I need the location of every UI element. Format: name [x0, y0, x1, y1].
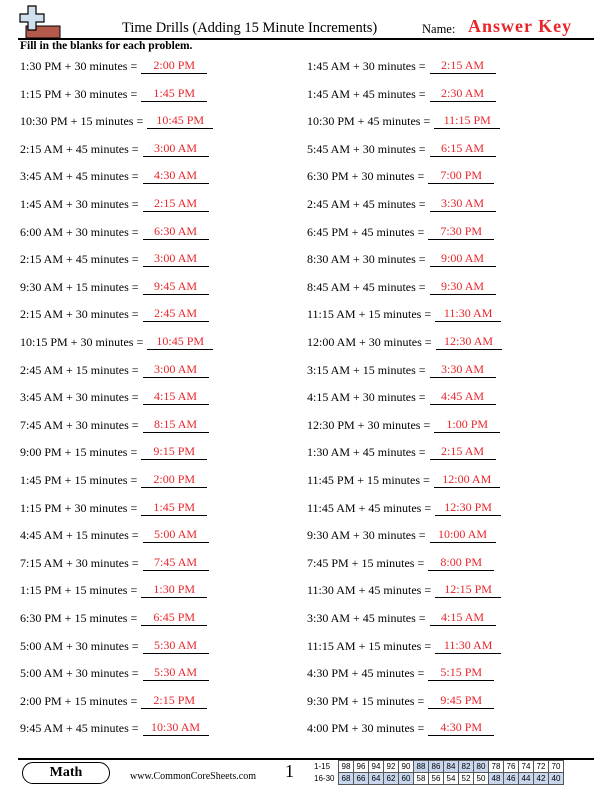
answer-blank[interactable]: 2:15 PM	[141, 693, 207, 709]
problem-row	[20, 334, 213, 350]
problem-row	[307, 472, 500, 488]
score-cell: 84	[444, 761, 459, 773]
answer-blank[interactable]: 4:45 AM	[430, 389, 496, 405]
score-cell: 96	[354, 761, 369, 773]
score-cell: 98	[339, 761, 354, 773]
problem-row	[20, 362, 209, 378]
problem-row	[20, 720, 209, 736]
answer-blank[interactable]: 10:45 PM	[147, 334, 213, 350]
score-cell: 66	[354, 773, 369, 785]
problem-question: 2:45 AM + 15 minutes =	[20, 362, 139, 377]
answer-blank[interactable]: 6:15 AM	[430, 141, 496, 157]
score-cell: 58	[414, 773, 429, 785]
problem-question: 9:30 AM + 15 minutes =	[20, 279, 139, 294]
score-row-label: 1-15	[314, 762, 331, 771]
problem-question: 1:45 AM + 30 minutes =	[20, 197, 139, 211]
problem-question: 11:45 AM + 45 minutes =	[307, 500, 432, 515]
score-cell: 94	[369, 761, 384, 773]
problem-row	[307, 141, 496, 157]
problem-row	[20, 582, 207, 598]
answer-blank[interactable]: 5:30 AM	[143, 665, 209, 681]
answer-blank[interactable]: 3:00 AM	[143, 251, 209, 267]
answer-blank[interactable]: 2:30 AM	[430, 86, 496, 102]
problem-question: 4:45 AM + 15 minutes =	[20, 528, 139, 543]
problem-question: 1:15 PM + 30 minutes =	[20, 500, 138, 515]
answer-blank[interactable]: 1:30 PM	[141, 582, 207, 598]
problem-row	[20, 500, 207, 516]
problem-question: 1:45 AM + 30 minutes =	[307, 59, 426, 73]
problem-row	[307, 582, 501, 598]
answer-blank[interactable]: 1:00 PM	[434, 417, 500, 433]
problem-row	[20, 389, 209, 405]
problem-question: 12:30 PM + 30 minutes =	[307, 417, 431, 432]
problem-row	[20, 58, 207, 74]
answer-blank[interactable]: 11:15 PM	[434, 113, 500, 129]
score-cell: 52	[459, 773, 474, 785]
score-cell: 44	[519, 773, 534, 785]
problem-row	[20, 472, 207, 488]
answer-blank[interactable]: 9:15 PM	[141, 444, 207, 460]
problem-row	[20, 665, 209, 681]
problem-question: 2:45 AM + 45 minutes =	[307, 197, 426, 211]
website-url: www.CommonCoreSheets.com	[130, 771, 257, 782]
problem-question: 5:00 AM + 30 minutes =	[20, 666, 139, 681]
score-cell: 60	[399, 773, 414, 785]
score-cell: 68	[339, 773, 354, 785]
problem-question: 10:15 PM + 30 minutes =	[20, 335, 144, 349]
answer-blank[interactable]: 2:00 PM	[141, 472, 207, 488]
problem-question: 1:15 PM + 15 minutes =	[20, 583, 138, 598]
score-cell: 50	[474, 773, 489, 785]
problem-row	[307, 168, 494, 184]
score-cell: 56	[429, 773, 444, 785]
problem-question: 11:15 AM + 15 minutes =	[307, 638, 432, 653]
answer-blank[interactable]: 3:00 AM	[143, 362, 209, 378]
problem-row	[307, 638, 501, 654]
problem-question: 5:45 AM + 30 minutes =	[307, 141, 426, 156]
answer-blank[interactable]: 9:00 AM	[430, 251, 496, 267]
answer-blank[interactable]: 1:45 PM	[141, 86, 207, 102]
answer-blank[interactable]: 6:45 PM	[141, 610, 207, 626]
problem-row	[307, 417, 500, 433]
problem-row	[307, 500, 501, 516]
name-label: Name:	[422, 22, 456, 36]
score-cell: 88	[414, 761, 429, 773]
problem-question: 6:00 AM + 30 minutes =	[20, 224, 139, 239]
problem-question: 1:45 PM + 15 minutes =	[20, 473, 138, 487]
answer-blank[interactable]: 8:15 AM	[143, 417, 209, 433]
subject-badge: Math	[22, 762, 110, 784]
problem-question: 10:30 PM + 45 minutes =	[307, 114, 431, 129]
problem-question: 3:30 AM + 45 minutes =	[307, 611, 426, 625]
problem-question: 9:30 PM + 15 minutes =	[307, 693, 425, 708]
score-cell: 64	[369, 773, 384, 785]
answer-blank[interactable]: 7:45 AM	[143, 555, 209, 571]
problem-row	[307, 693, 494, 709]
problem-question: 5:00 AM + 30 minutes =	[20, 638, 139, 653]
answer-blank[interactable]: 2:45 AM	[143, 306, 209, 322]
answer-blank[interactable]: 11:30 AM	[435, 638, 501, 654]
problem-question: 4:30 PM + 45 minutes =	[307, 666, 425, 681]
problem-question: 7:45 PM + 15 minutes =	[307, 555, 425, 570]
answer-blank[interactable]: 2:15 AM	[430, 444, 496, 460]
answer-blank[interactable]: 2:15 AM	[143, 196, 209, 212]
answer-blank[interactable]: 1:45 PM	[141, 500, 207, 516]
problem-row	[20, 251, 209, 267]
answer-key-label: Answer Key	[468, 16, 573, 36]
answer-blank[interactable]: 3:30 AM	[430, 196, 496, 212]
problem-row	[307, 444, 496, 460]
problem-row	[307, 527, 496, 543]
answer-blank[interactable]: 12:15 PM	[435, 582, 501, 598]
page-title: Time Drills (Adding 15 Minute Increments)	[122, 20, 378, 36]
score-cell: 80	[474, 761, 489, 773]
problem-question: 12:00 AM + 30 minutes =	[307, 335, 432, 349]
problem-question: 4:15 AM + 30 minutes =	[307, 390, 426, 405]
problem-question: 1:30 PM + 30 minutes =	[20, 59, 138, 73]
problem-row	[20, 417, 209, 433]
score-cell: 70	[549, 761, 564, 773]
problem-row	[20, 610, 207, 626]
score-cell: 62	[384, 773, 399, 785]
answer-blank[interactable]: 7:00 PM	[428, 168, 494, 184]
answer-blank[interactable]: 9:45 PM	[428, 693, 494, 709]
problem-question: 2:00 PM + 15 minutes =	[20, 693, 138, 708]
answer-blank[interactable]: 5:15 PM	[428, 665, 494, 681]
answer-blank[interactable]: 4:15 AM	[143, 389, 209, 405]
problem-row	[307, 279, 496, 295]
score-cell: 86	[429, 761, 444, 773]
score-cell: 78	[489, 761, 504, 773]
answer-blank[interactable]: 10:30 AM	[143, 720, 209, 736]
answer-blank[interactable]: 12:30 PM	[435, 500, 501, 516]
problem-row	[20, 306, 209, 322]
score-cell: 76	[504, 761, 519, 773]
score-cell: 46	[504, 773, 519, 785]
problem-row	[20, 555, 209, 571]
instructions: Fill in the blanks for each problem.	[20, 40, 193, 52]
problem-row	[20, 168, 209, 184]
answer-blank[interactable]: 10:00 AM	[430, 527, 496, 543]
score-cell: 72	[534, 761, 549, 773]
problem-row	[307, 610, 496, 626]
answer-blank[interactable]: 11:30 AM	[435, 306, 501, 322]
answer-blank[interactable]: 10:45 PM	[147, 113, 213, 129]
answer-blank[interactable]: 3:00 AM	[143, 141, 209, 157]
answer-blank[interactable]: 6:30 AM	[143, 224, 209, 240]
problem-question: 7:15 AM + 30 minutes =	[20, 555, 139, 570]
problem-question: 2:15 AM + 30 minutes =	[20, 307, 139, 322]
problem-row	[20, 141, 209, 157]
problem-question: 10:30 PM + 15 minutes =	[20, 114, 144, 129]
score-row	[314, 761, 564, 773]
problem-row	[20, 527, 209, 543]
answer-blank[interactable]: 9:45 AM	[143, 279, 209, 295]
answer-blank[interactable]: 4:30 AM	[143, 168, 209, 184]
answer-blank[interactable]: 3:30 AM	[430, 362, 496, 378]
problem-question: 3:45 AM + 45 minutes =	[20, 169, 139, 184]
answer-blank[interactable]: 4:30 PM	[428, 720, 494, 736]
score-cell: 74	[519, 761, 534, 773]
problem-row	[307, 196, 496, 212]
problem-row	[20, 224, 209, 240]
problem-question: 9:45 AM + 45 minutes =	[20, 721, 139, 736]
problem-question: 3:45 AM + 30 minutes =	[20, 390, 139, 405]
problem-question: 2:15 AM + 45 minutes =	[20, 141, 139, 156]
answer-blank[interactable]: 7:30 PM	[428, 224, 494, 240]
problem-question: 2:15 AM + 45 minutes =	[20, 252, 139, 267]
problem-row	[307, 113, 500, 129]
problem-row	[307, 58, 496, 74]
problem-question: 9:00 PM + 15 minutes =	[20, 445, 138, 460]
problem-row	[20, 638, 209, 654]
answer-blank[interactable]: 5:00 AM	[143, 527, 209, 543]
problem-question: 8:30 AM + 30 minutes =	[307, 252, 426, 267]
problem-row	[307, 362, 496, 378]
problem-row	[307, 555, 494, 571]
problem-question: 11:15 AM + 15 minutes =	[307, 307, 432, 322]
problem-question: 9:30 AM + 30 minutes =	[307, 528, 426, 543]
answer-blank[interactable]: 8:00 PM	[428, 555, 494, 571]
problem-row	[307, 389, 496, 405]
answer-blank[interactable]: 4:15 AM	[430, 610, 496, 626]
math-logo-icon	[18, 4, 62, 40]
problem-row	[307, 720, 494, 736]
score-cell: 40	[549, 773, 564, 785]
problem-question: 3:15 AM + 15 minutes =	[307, 362, 426, 377]
answer-blank[interactable]: 2:00 PM	[141, 58, 207, 74]
problem-row	[307, 306, 501, 322]
problem-row	[307, 665, 494, 681]
problem-question: 6:30 PM + 30 minutes =	[307, 169, 425, 184]
problem-question: 4:00 PM + 30 minutes =	[307, 721, 425, 736]
score-cell: 90	[399, 761, 414, 773]
page-number: 1	[285, 761, 294, 781]
problem-question: 11:45 PM + 15 minutes =	[307, 473, 430, 487]
answer-blank[interactable]: 2:15 AM	[430, 58, 496, 74]
score-cell: 92	[384, 761, 399, 773]
problem-question: 1:45 AM + 45 minutes =	[307, 86, 426, 101]
score-cell: 82	[459, 761, 474, 773]
answer-blank[interactable]: 12:30 AM	[436, 334, 502, 350]
score-cell: 48	[489, 773, 504, 785]
problem-row	[307, 224, 494, 240]
answer-blank[interactable]: 12:00 AM	[434, 472, 500, 488]
problem-row	[20, 196, 209, 212]
problem-row	[20, 444, 207, 460]
problem-row	[307, 251, 496, 267]
problem-row	[20, 113, 213, 129]
problem-question: 8:45 AM + 45 minutes =	[307, 279, 426, 294]
score-row	[314, 773, 564, 785]
problem-question: 6:30 PM + 15 minutes =	[20, 611, 138, 625]
answer-blank[interactable]: 9:30 AM	[430, 279, 496, 295]
problem-row	[307, 334, 502, 350]
problem-row	[20, 693, 207, 709]
score-cell: 54	[444, 773, 459, 785]
problem-question: 1:30 AM + 45 minutes =	[307, 445, 426, 460]
problem-row	[20, 279, 209, 295]
problem-row	[307, 86, 496, 102]
score-table	[314, 760, 564, 785]
problem-question: 6:45 PM + 45 minutes =	[307, 224, 425, 239]
answer-blank[interactable]: 5:30 AM	[143, 638, 209, 654]
score-cell: 42	[534, 773, 549, 785]
problem-row	[20, 86, 207, 102]
problem-question: 11:30 AM + 45 minutes =	[307, 583, 432, 598]
problem-question: 7:45 AM + 30 minutes =	[20, 417, 139, 432]
score-row-label: 16-30	[314, 774, 335, 783]
problem-question: 1:15 PM + 30 minutes =	[20, 86, 138, 101]
